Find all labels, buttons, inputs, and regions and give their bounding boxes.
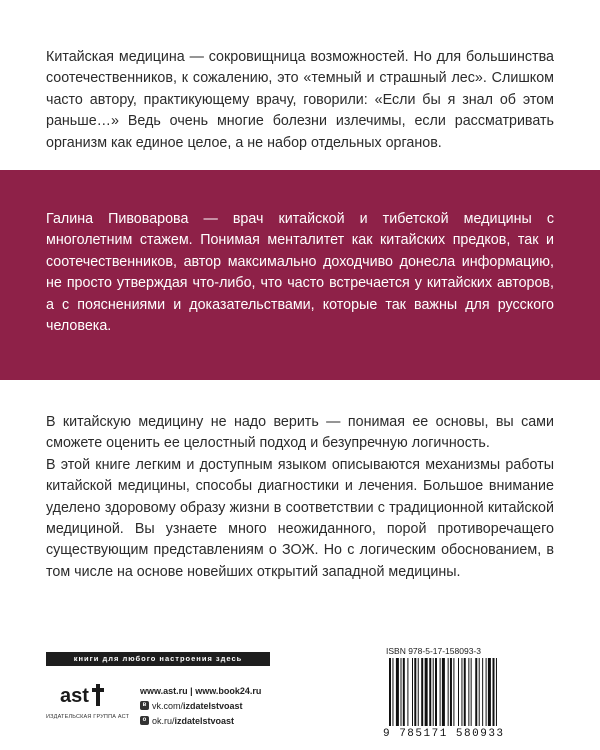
ok-prefix: ok.ru/ (152, 715, 175, 726)
barcode-bar (479, 658, 480, 726)
barcode-digits: 9 785171 580933 (383, 728, 505, 740)
barcode-bar (403, 658, 405, 726)
barcode-bar (475, 658, 477, 726)
slogan-bar: книги для любого настроения здесь (46, 652, 270, 666)
barcode-bar (450, 658, 452, 726)
barcode-bar (412, 658, 413, 726)
ok-icon: о (140, 716, 149, 725)
barcode-bar (482, 658, 483, 726)
author-paragraph: Галина Пивоварова — врач китайской и тибетской медицины с многолетним стажем. Понимая менталитет как китайских предков, так и соотечественников, автор максимально доходчиво донесла информацию, не просто утверждая что-либо, что часто встречается у китайских авторов, а с пояснениями и доказательствами, которые так важны для русского человека. (46, 211, 554, 335)
website-links[interactable]: www.ast.ru | www.book24.ru (140, 685, 262, 696)
barcode-bar (448, 658, 449, 726)
barcode-bar (453, 658, 454, 726)
barcode-bar (392, 658, 393, 726)
barcode-bar (493, 658, 495, 726)
logo-text: ast (60, 685, 89, 707)
barcode-bar (418, 658, 419, 726)
ok-handle: izdatelstvoast (174, 715, 235, 726)
barcode-bar (425, 658, 428, 726)
barcode-bar (396, 658, 399, 726)
vk-prefix: vk.com/ (152, 700, 184, 711)
barcode-bar (401, 658, 402, 726)
intro-paragraph: Китайская медицина — сокровищница возможностей. Но для большинства соотечественников, к сожалению, это «темный и страшный лес». Слишком часто автору, практикующему врачу, говорили: «Если бы я знал об этом раньше…» Ведь очень многие болезни излечимы, если рассматривать организм как единое целое, а не набор отдельных органов. (46, 49, 554, 151)
barcode-bar (429, 658, 431, 726)
vk-icon: в (140, 701, 149, 710)
barcode-bar (435, 658, 437, 726)
barcode-bar (414, 658, 416, 726)
barcode-icon (383, 658, 535, 728)
isbn-text: ISBN 978-5-17-158093-3 (386, 646, 481, 656)
about-block (46, 412, 554, 583)
barcode-bar (407, 658, 408, 726)
about-line-2: В этой книге легким и доступным языком описываются механизмы работы китайской медицины, способы диагностики и лечения. Большое внимание уделено здоровому образу жизни в соответствии с традиционной китайской медициной. Вы узнаете много неожиданного, порой противоречащего существующим представлениям о ЗОЖ. Но с логическим обоснованием, в том числе на основе новейших открытий западной медицины. (46, 456, 554, 580)
ast-logo-icon (58, 680, 108, 710)
barcode-bar (461, 658, 462, 726)
barcode-bar (471, 658, 472, 726)
barcode-bar (433, 658, 434, 726)
barcode-bar (389, 658, 391, 726)
vk-handle: izdatelstvoast (183, 700, 243, 711)
barcode-bar (421, 658, 423, 726)
ok-link[interactable] (140, 713, 261, 728)
about-line-1: В китайскую медицину не надо верить — понимая ее основы, вы сами сможете оценить ее целостный подход и безупречную логичность. (46, 414, 554, 452)
barcode-bar (440, 658, 441, 726)
barcode-bar (488, 658, 491, 726)
barcode-bar (468, 658, 469, 726)
publisher-label: ИЗДАТЕЛЬСКАЯ ГРУППА АСТ (46, 714, 130, 720)
barcode-bar (464, 658, 466, 726)
barcode-bar (496, 658, 497, 726)
vk-link[interactable] (140, 698, 261, 713)
barcode-bar (458, 658, 459, 726)
barcode-bar (442, 658, 445, 726)
publisher-links (140, 683, 261, 728)
barcode-bar (486, 658, 487, 726)
